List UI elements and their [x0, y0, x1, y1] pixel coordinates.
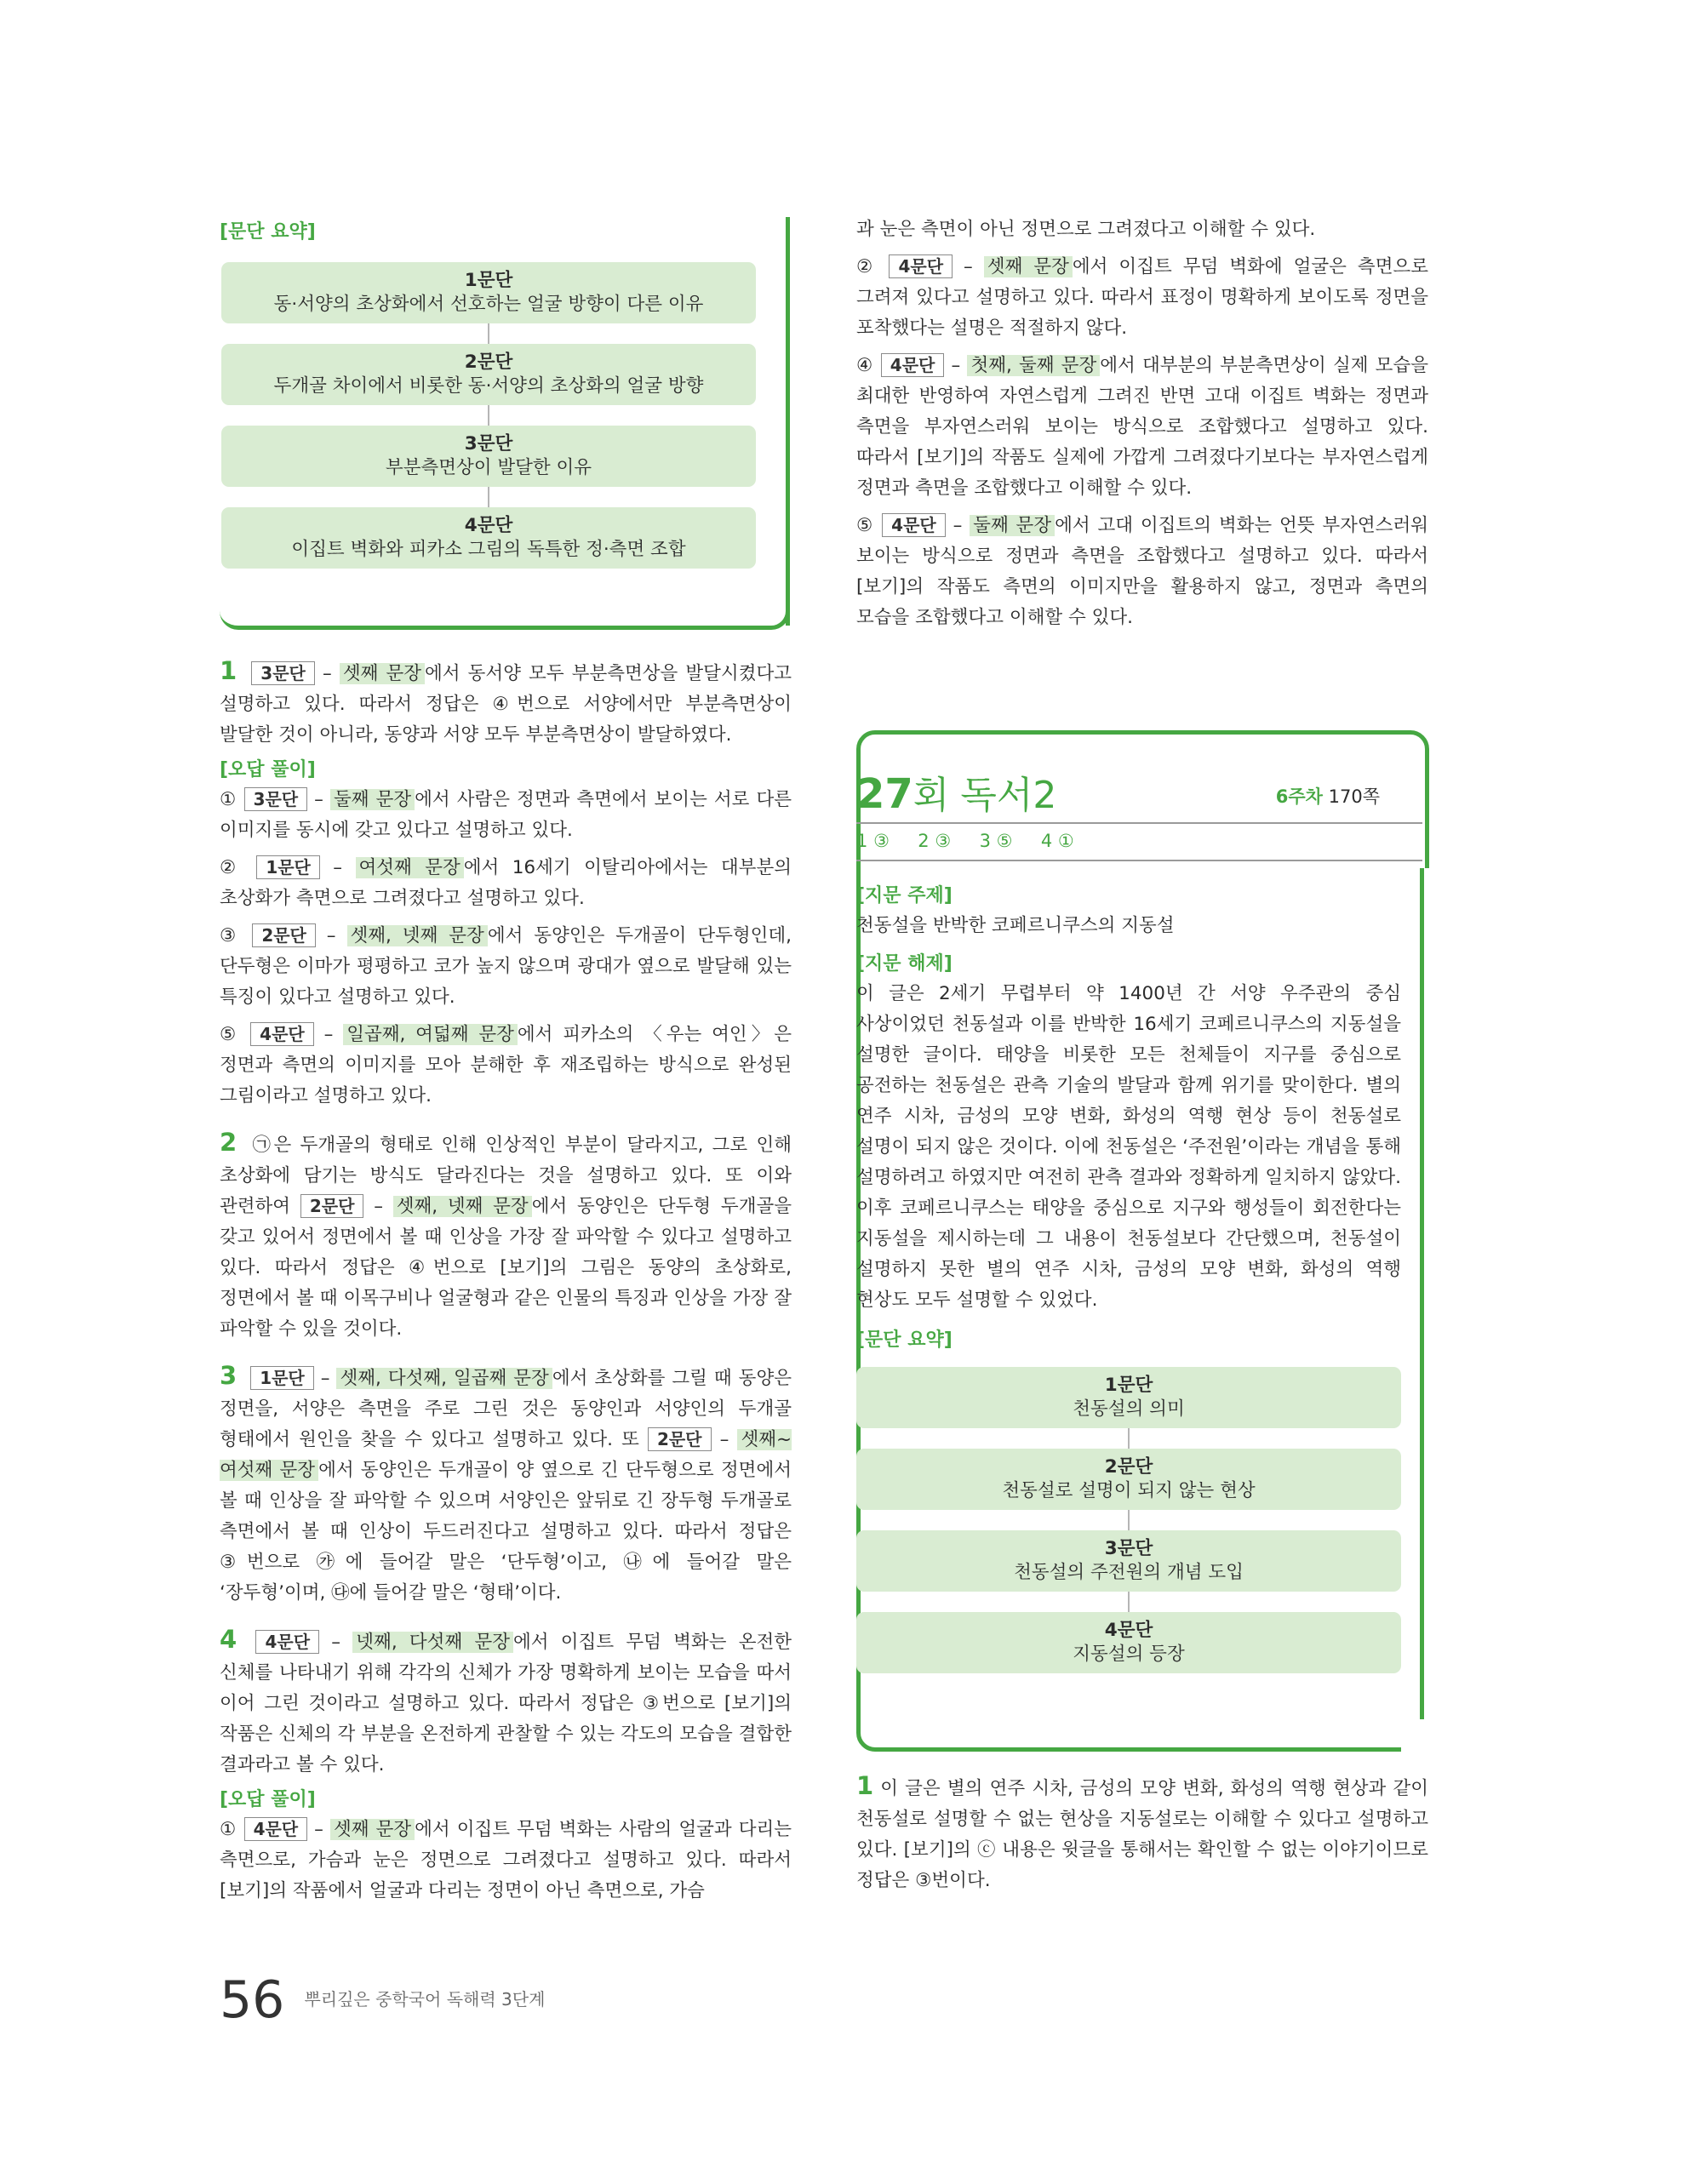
summary-box-4: 4문단 이집트 벽화와 피카소 그림의 독특한 정·측면 조합 [221, 507, 756, 569]
left-answers [220, 655, 792, 1907]
summary27-box-2: 2문단 천동설로 설명이 되지 않는 현상 [856, 1449, 1401, 1510]
footer [220, 1970, 545, 2030]
topic: 천동설을 반박한 코페르니쿠스의 지동설 [856, 915, 1175, 936]
wrong-4-1: ① 4문단 – 셋째 문장 에서 이집트 무덤 벽화는 사람의 얼굴과 다리는 측면으로, 가슴과 눈은 정면으로 그려졌다고 설명하고 있다. 따라서 [보기]의 작품에서 얼굴과 다리는 정면이 아닌 측면으로, 가슴 [220, 1819, 792, 1901]
section-27-title: 독서2 [960, 774, 1057, 817]
explanation: 이 글은 2세기 무렵부터 약 1400년 간 서양 우주관의 중심 사상이었던 천동설과 이를 반박한 16세기 코페르니쿠스의 지동설을 설명한 글이다. 태양을 비롯한 모든 천체들이 지구를 중심으로 공전하는 천동설은 관측 기술의 발달과 함께 위기를 맞이한다. 별의 연주 시차, 금성의 모양 변화, 화성의 역행 현상 등이 천동설로 설명이 되지 않은 것이다. 이에 천동설은 ‘주전원’이라는 개념을 통해 설명하려고 하였지만 여전히 관측 결과와 정확하게 일치하지 않았다. 이후 코페르니쿠스는 태양을 중심으로 지구와 행성들이 회전한다는 지동설을 제시하는데 그 내용이 천동설보다 간단했으며, 천동설이 설명하지 못한 별의 연주 시차, 금성의 모양 변화, 화성의 역행 현상도 모두 설명할 수 있었다. [856, 983, 1401, 1311]
section-27-header: 27회 독서2 6주차 170쪽 [856, 770, 1380, 818]
wrong-4-5: ⑤ 4문단 – 둘째 문장 에서 고대 이집트의 벽화는 언뜻 부자연스러워 보이는 방식으로 정면과 측면을 조합했다고 설명하고 있다. 따라서 [보기]의 작품도 측면의 이미지만을 활용하지 않고, 정면과 측면의 모습을 조합했다고 이해할 수 있다. [856, 515, 1428, 628]
summary-box-1: 1문단 동·서양의 초상화에서 선호하는 얼굴 방향이 다른 이유 [221, 262, 756, 323]
wrong-4-2: ② 4문단 – 셋째 문장 에서 이집트 무덤 벽화에 얼굴은 측면으로 그려져 있다고 설명하고 있다. 따라서 표정이 명확하게 보이도록 정면을 포착했다는 설명은 적절하지 않다. [856, 256, 1428, 339]
wrong-label-1: [오답 풀이] [220, 759, 316, 780]
frame-mask [1401, 868, 1435, 1753]
answer-2: 2 ㉠은 두개골의 형태로 인해 인상적인 부분이 달라지고, 그로 인해 초상화에 담기는 방식도 달라진다는 것을 설명하고 있다. 또 이와 관련하여 2문단 – 셋째, 넷째 문장 에서 동양인은 단두형 두개골을 갖고 있어서 정면에서 볼 때 인상을 가장 잘 파악할 수 있다고 설명하고 있다. 따라서 정답은 ④번으로 [보기]의 그림은 동양의 초상화로, 정면에서 볼 때 이목구비나 얼굴형과 같은 인물의 특징과 인상을 가장 잘 파악할 수 있을 것이다. [220, 1128, 792, 1340]
right-top [856, 214, 1428, 633]
answer-4: 4 4문단 – 넷째, 다섯째 문장 에서 이집트 무덤 벽화는 온전한 신체를 나타내기 위해 각각의 신체가 가장 명확하게 보이는 모습을 따서 이어 그린 것이라고 설명하고 있다. 따라서 정답은 ③번으로 [보기]의 작품은 신체의 각 부분을 온전하게 관찰할 수 있는 각도의 모습을 결합한 결과라고 볼 수 있다. [220, 1625, 792, 1775]
summary-flow-27 [856, 1367, 1401, 1673]
answer-key: 1 ③ 2 ③ 3 ⑤ 4 ① [856, 831, 1074, 851]
answer-rule [856, 860, 1422, 861]
summary-box-2: 2문단 두개골 차이에서 비롯한 동·서양의 초상화의 얼굴 방향 [221, 344, 756, 405]
section-27-body: [지문 주제] 천동설을 반박한 코페르니쿠스의 지동설 [지문 해제] 이 글은 2세기 무렵부터 약 1400년 간 서양 우주관의 중심 사상이었던 천동설과 이를 반박한 16세기 코페르니쿠스의 지동설을 설명한 글이다. 태양을 비롯한 모든 천체들이 지구를 중심으로 공전하는 천동설은 관측 기술의 발달과 함께 위기를 맞이한다. 별의 연주 시차, 금성의 모양 변화, 화성의 역행 현상 등이 천동설로 설명이 되지 않은 것이다. 이에 천동설은 ‘주전원’이라는 개념을 통해 설명하려고 하였지만 여전히 관측 결과와 정확하게 일치하지 않았다. 이후 코페르니쿠스는 태양을 중심으로 지구와 행성들이 회전한다는 지동설을 제시하는데 그 내용이 천동설보다 간단했으며, 천동설이 설명하지 못한 별의 연주 시차, 금성의 모양 변화, 화성의 역행 현상도 모두 설명할 수 있었다. [문단 요약] 1문단 천동설의 의미 2문단 천동설로 설명이 되지 않는 현상 3문단 천동설의 주전원의 개념 도입 4문단 지동설의 등장 [856, 882, 1401, 1673]
wrong-1-5: ⑤ 4문단 – 일곱째, 여덟째 문장 에서 피카소의 〈우는 여인〉은 정면과 측면의 이미지를 모아 분해한 후 재조립하는 방식으로 완성된 그림이라고 설명하고 있다. [220, 1024, 792, 1106]
frame-right-edge [1420, 868, 1424, 1719]
summary27-box-4: 4문단 지동설의 등장 [856, 1612, 1401, 1673]
summary-box-3: 3문단 부분측면상이 발달한 이유 [221, 426, 756, 487]
answer-3: 3 1문단 – 셋째, 다섯째, 일곱째 문장 에서 초상화를 그릴 때 동양은 정면을, 서양은 측면을 주로 그린 것은 동양인과 서양인의 두개골 형태에서 원인을 찾을 수 있다고 설명하고 있다. 또 2문단 – 셋째~여섯째 문장 에서 동양인은 두개골이 양 옆으로 긴 단두형으로 정면에서 볼 때 인상을 잘 파악할 수 있으며 서양인은 앞뒤로 긴 장두형 두개골로 측면에서 볼 때 인상이 두드러진다고 설명하고 있다. 따라서 정답은 ③번으로 ㉮에 들어갈 말은 ‘단두형’이고, ㉯에 들어갈 말은 ‘장두형’이며, ㉰에 들어갈 말은 ‘형태’이다. [220, 1361, 792, 1604]
summary-flow [221, 262, 756, 569]
section-27-number: 27 [856, 770, 913, 818]
page-number: 56 [220, 1970, 285, 2030]
wrong-1-2: ② 1문단 – 여섯째 문장 에서 16세기 이탈리아에서는 대부분의 초상화가 측면으로 그려졌다고 설명하고 있다. [220, 857, 792, 909]
header-rule [856, 822, 1422, 824]
continuation: 과 눈은 측면이 아닌 정면으로 그려졌다고 이해할 수 있다. [856, 219, 1316, 240]
summary27-box-1: 1문단 천동설의 의미 [856, 1367, 1401, 1428]
wrong-1-1: ① 3문단 – 둘째 문장 에서 사람은 정면과 측면에서 보이는 서로 다른 이미지를 동시에 갖고 있다고 설명하고 있다. [220, 789, 792, 841]
answer-1: 1 3문단 – 셋째 문장 에서 동서양 모두 부분측면상을 발달시켰다고 설명하고 있다. 따라서 정답은 ④번으로 서양에서만 부분측면상이 발달한 것이 아니라, 동양과 서양 모두 부분측면상이 발달하였다. [220, 656, 792, 746]
wrong-4-4: ④ 4문단 – 첫째, 둘째 문장 에서 대부분의 부분측면상이 실제 모습을 최대한 반영하여 자연스럽게 그려진 반면 고대 이집트 벽화는 정면과 측면을 부자연스러워 보이는 방식으로 조합했다고 설명하고 있다. 따라서 [보기]의 작품도 실제에 가깝게 그려졌다기보다는 부자연스럽게 정면과 측면을 조합했다고 이해할 수 있다. [856, 355, 1428, 499]
summary-frame-right [786, 217, 790, 626]
summary27-box-3: 3문단 천동설의 주전원의 개념 도입 [856, 1530, 1401, 1592]
section-27-answer: 1 이 글은 별의 연주 시차, 금성의 모양 변화, 화성의 역행 현상과 같이 천동설로 설명할 수 없는 현상을 지동설로는 이해할 수 있다고 설명하고 있다. [보기]의 ⓒ 내용은 윗글을 통해서는 확인할 수 없는 이야기이므로 정답은 ③번이다. [856, 1771, 1428, 1891]
summary-label: [문단 요약] [220, 221, 316, 243]
book-title: 뿌리깊은 중학국어 독해력 3단계 [304, 1989, 546, 2010]
wrong-label-4: [오답 풀이] [220, 1789, 316, 1810]
wrong-1-3: ③ 2문단 – 셋째, 넷째 문장 에서 동양인은 두개골이 단두형인데, 단두형은 이마가 평평하고 코가 높지 않으며 광대가 옆으로 발달해 있는 특징이 있다고 설명하고 있다. [220, 925, 792, 1008]
